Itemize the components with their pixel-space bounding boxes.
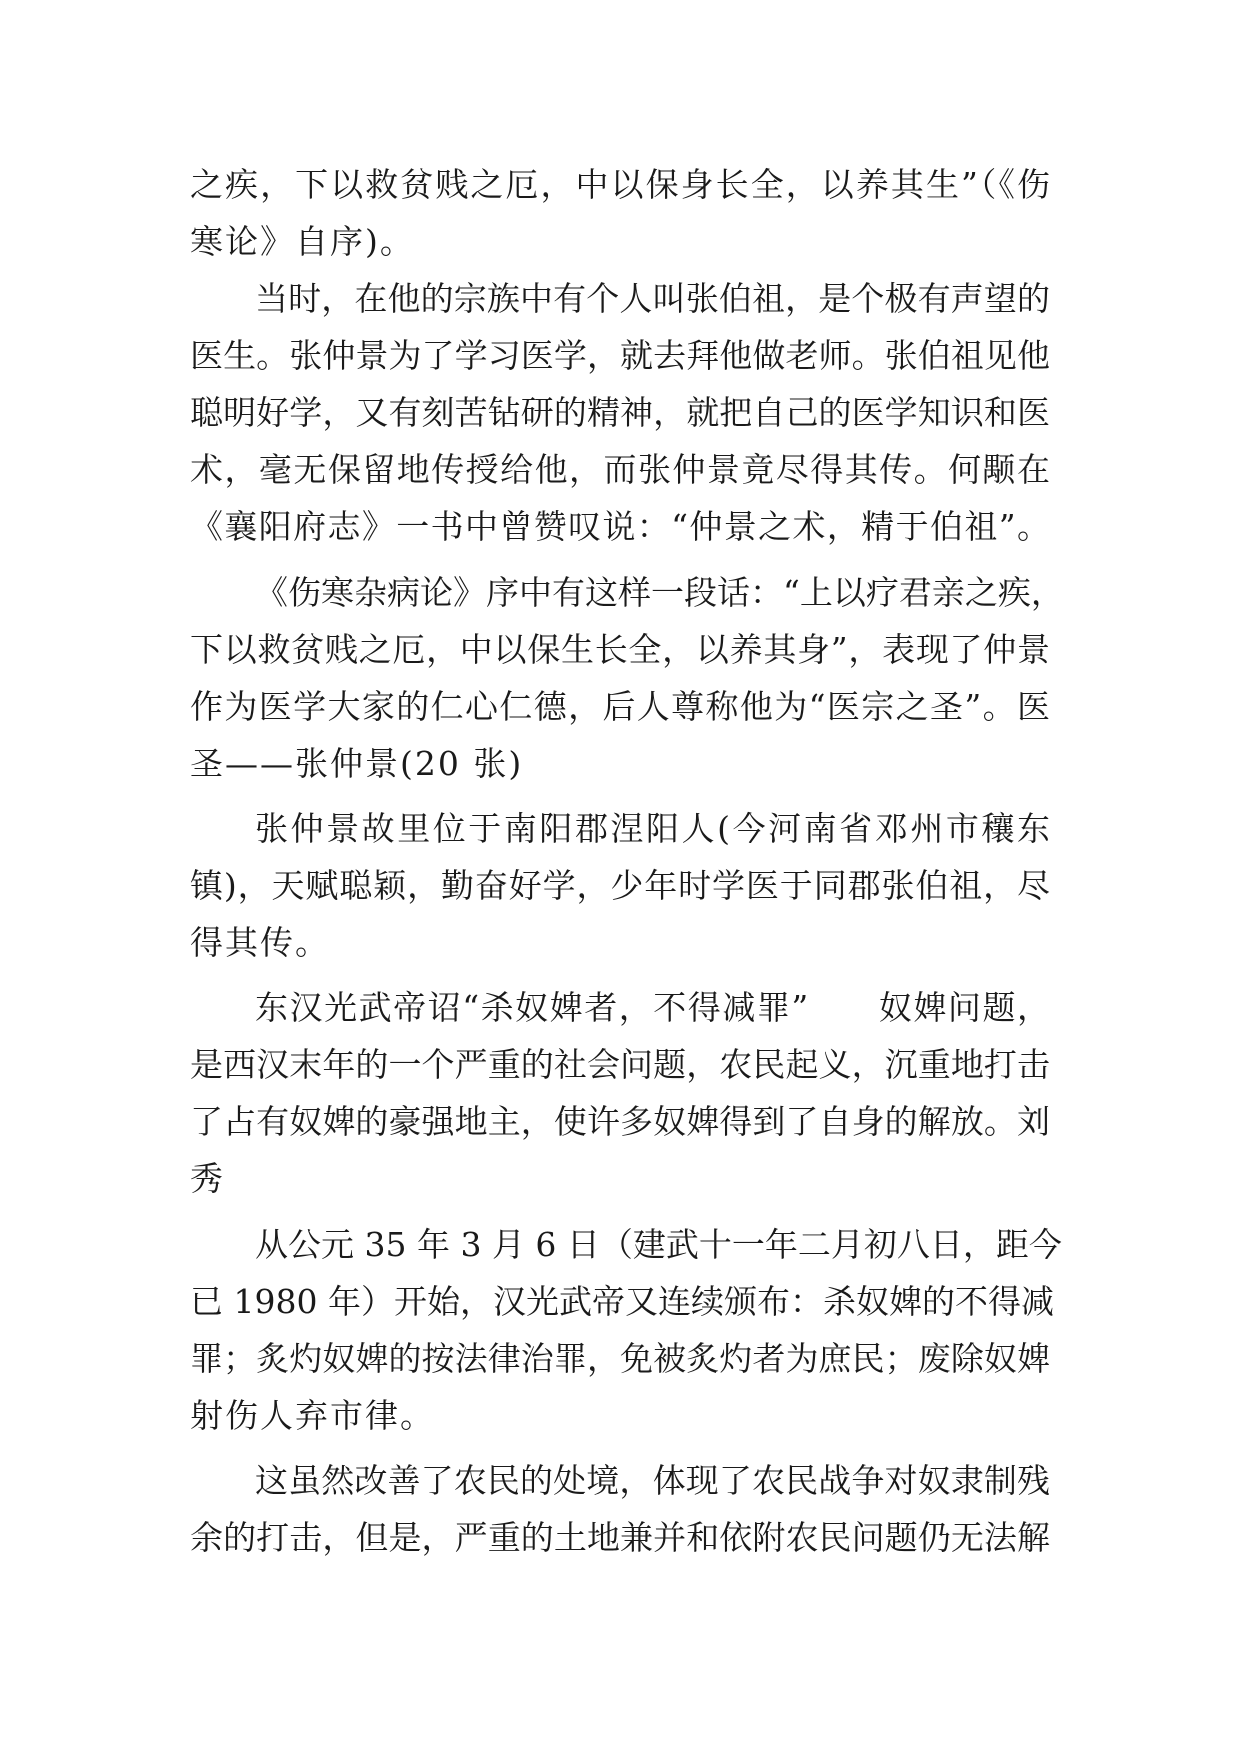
text-line: 余的打击，但是，严重的土地兼并和依附农民问题仍无法解 [190,1518,1050,1557]
text-line: 已 1980 年）开始，汉光武帝又连续颁布：杀奴婢的不得减 [190,1282,1054,1321]
text-line: 《襄阳府志》一书中曾赞叹说：“仲景之术，精于伯祖”。 [190,507,1050,546]
text-line: 圣——张仲景(20 张) [190,744,524,783]
paragraph-first-line: 《伤寒杂病论》序中有这样一段话：“上以疗君亲之疾， [255,573,1064,612]
text-line: 罪；炙灼奴婢的按法律治罪，免被炙灼者为庶民；废除奴婢 [190,1339,1050,1378]
paragraph-first-line: 从公元 35 年 3 月 6 日（建武十一年二月初八日，距今 [255,1225,1062,1264]
text-line: 下以救贫贱之厄，中以保生长全，以养其身”，表现了仲景 [190,630,1050,669]
paragraph-first-line: 当时，在他的宗族中有个人叫张伯祖，是个极有声望的 [255,279,1050,318]
paragraph-first-line: 张仲景故里位于南阳郡涅阳人(今河南省邓州市穰东 [255,809,1050,848]
text-line: 射伤人弃市律。 [190,1396,435,1435]
text-line: 秀 [190,1159,225,1198]
text-line: 是西汉末年的一个严重的社会问题，农民起义，沉重地打击 [190,1045,1050,1084]
text-line: 得其传。 [190,923,330,962]
text-line: 了占有奴婢的豪强地主，使许多奴婢得到了自身的解放。刘 [190,1102,1050,1141]
text-line: 寒论》自序)。 [190,222,415,261]
text-line: 作为医学大家的仁心仁德，后人尊称他为“医宗之圣”。医 [190,687,1050,726]
paragraph-first-line: 东汉光武帝诏“杀奴婢者，不得减罪” 奴婢问题， [255,988,1050,1027]
text-line: 术，毫无保留地传授给他，而张仲景竟尽得其传。何颙在 [190,450,1050,489]
text-line: 之疾，下以救贫贱之厄，中以保身长全，以养其生”（《伤 [190,165,1050,204]
text-line: 医生。张仲景为了学习医学，就去拜他做老师。张伯祖见他 [190,336,1050,375]
text-line: 聪明好学，又有刻苦钻研的精神，就把自己的医学知识和医 [190,393,1050,432]
text-line: 镇)，天赋聪颖，勤奋好学，少年时学医于同郡张伯祖，尽 [190,866,1050,905]
paragraph-first-line: 这虽然改善了农民的处境，体现了农民战争对奴隶制残 [255,1461,1050,1500]
